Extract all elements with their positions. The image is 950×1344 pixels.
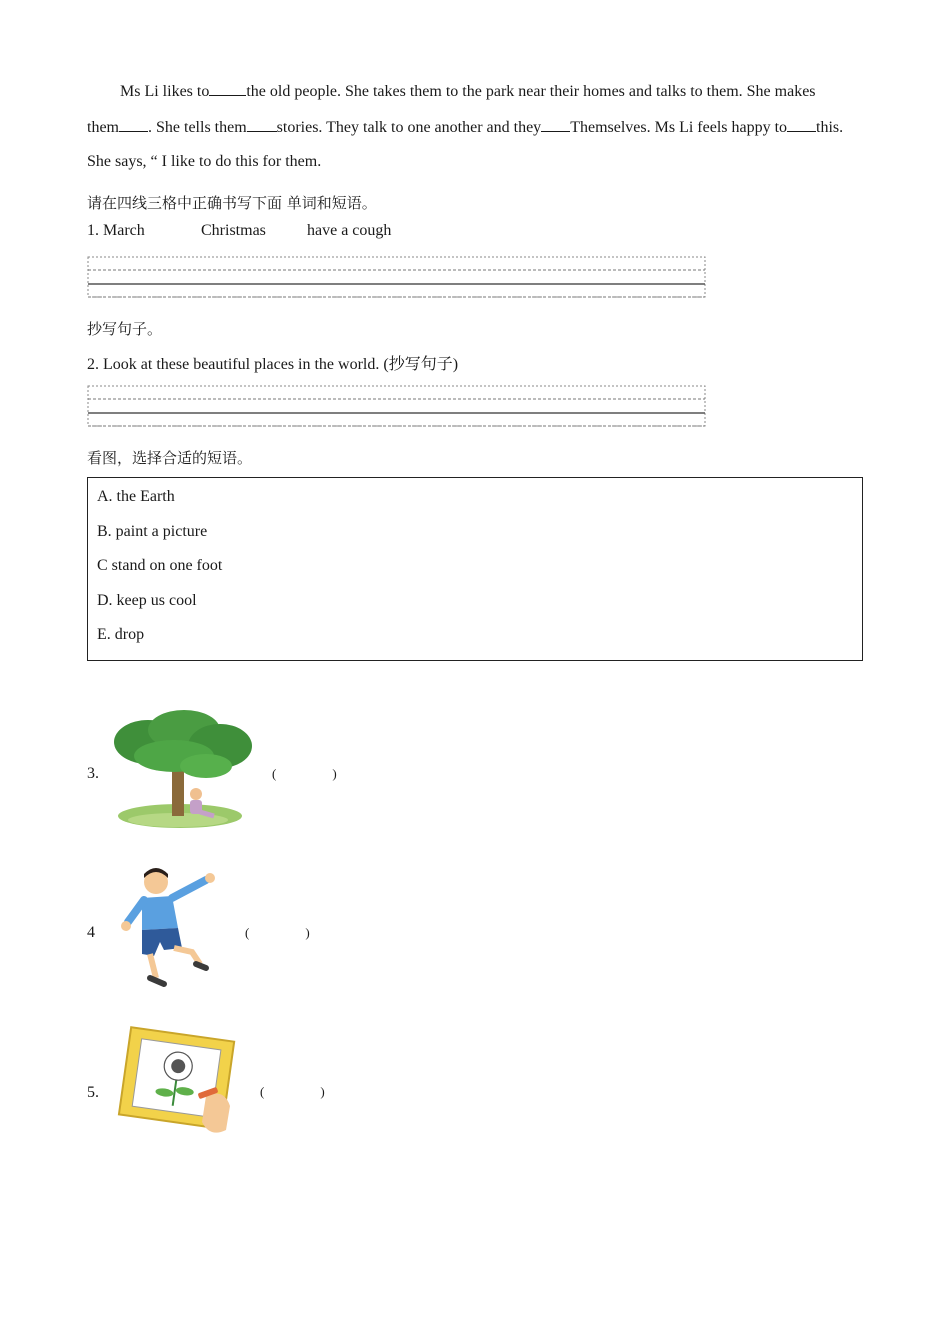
open-paren: (: [245, 925, 250, 940]
word-list: [87, 222, 392, 240]
answer-blank[interactable]: [247, 117, 277, 132]
boy-standing-on-one-foot-picture: [120, 866, 224, 994]
word-have-a-cough: have a cough: [307, 222, 392, 239]
close-paren: ): [332, 766, 337, 781]
passage-text: them: [87, 119, 119, 136]
word-march: 1. March: [87, 222, 145, 239]
answer-parentheses-5[interactable]: [260, 1084, 325, 1100]
passage-text: the old people. She takes them to the park near their homes and talks to them. She makes: [246, 83, 816, 100]
section3-instruction: 看图，选择合适的短语。: [87, 449, 253, 467]
passage-text: stories. They talk to one another and they: [276, 119, 542, 136]
open-paren: (: [272, 766, 277, 781]
passage-text: . She tells them: [148, 119, 247, 136]
answer-parentheses-3[interactable]: [272, 766, 337, 782]
option-a: A. the Earth: [97, 488, 175, 505]
option-d: D. keep us cool: [97, 592, 197, 609]
question-3-number: 3.: [87, 765, 99, 782]
question-5-number: 5.: [87, 1084, 99, 1101]
section1-instruction: 请在四线三格中正确书写下面 单词和短语。: [87, 194, 377, 212]
close-paren: ): [305, 925, 310, 940]
answer-parentheses-4[interactable]: [245, 925, 310, 941]
answer-blank[interactable]: [209, 81, 246, 96]
answer-blank[interactable]: [787, 117, 816, 132]
open-paren: (: [260, 1084, 265, 1099]
passage-text: Themselves. Ms Li feels happy to: [570, 119, 788, 136]
copy-sentence: 2. Look at these beautiful places in the world. (抄写句子): [87, 356, 459, 373]
tree-shade-picture: [108, 708, 256, 830]
section2-instruction: 抄写句子。: [87, 320, 163, 338]
painting-sunflower-picture: [110, 1026, 242, 1144]
passage-line-2: [87, 117, 843, 137]
option-b: B. paint a picture: [97, 523, 208, 540]
question-4-number: 4: [87, 924, 95, 941]
option-e: E. drop: [97, 626, 145, 643]
answer-blank[interactable]: [119, 117, 148, 132]
word-christmas: Christmas: [201, 222, 266, 239]
passage-text: Ms Li likes to: [120, 83, 210, 100]
passage-line-3: She says, “ I like to do this for them.: [87, 153, 322, 170]
answer-blank[interactable]: [541, 117, 570, 132]
close-paren: ): [320, 1084, 325, 1099]
passage-text: this.: [816, 119, 844, 136]
option-c: C stand on one foot: [97, 557, 223, 574]
four-line-grid-2[interactable]: [87, 385, 706, 427]
options-box: [87, 477, 863, 661]
passage-line-1: [120, 81, 816, 101]
four-line-grid-1[interactable]: [87, 256, 706, 298]
